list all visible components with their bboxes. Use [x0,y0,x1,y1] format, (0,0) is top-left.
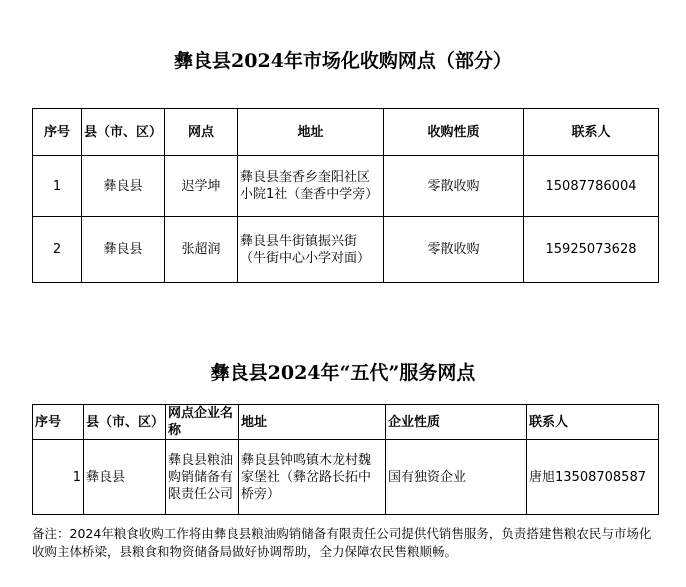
table-cell: 1 [33,440,84,515]
table-cell: 彝良县 [84,440,166,515]
table-cell: 唐旭13508708587 [527,440,659,515]
column-header: 网点 [165,109,238,156]
purchase-points-table [32,108,659,283]
column-header: 联系人 [527,405,659,440]
column-header: 序号 [33,405,84,440]
table-row [33,440,659,515]
table-cell: 彝良县粮油购销储备有限责任公司 [166,440,239,515]
column-header: 网点企业名称 [166,405,239,440]
table-cell: 15925073628 [524,217,659,283]
column-header: 收购性质 [384,109,524,156]
section-title: 彝良县2024年“五代”服务网点 [210,362,476,384]
table-cell: 彝良县奎香乡奎阳社区小院1社（奎香中学旁） [238,156,384,217]
page-title: 彝良县2024年市场化收购网点（部分） [174,50,512,72]
service-points-table [32,404,659,515]
table-cell: 彝良县 [82,217,165,283]
table-cell: 国有独资企业 [386,440,527,515]
table-cell: 彝良县 [82,156,165,217]
column-header: 县（市、区） [82,109,165,156]
table-header-row [33,109,659,156]
column-header: 联系人 [524,109,659,156]
column-header: 企业性质 [386,405,527,440]
table-header-row [33,405,659,440]
column-header: 地址 [239,405,386,440]
table-cell: 2 [33,217,82,283]
footnote: 备注：2024年粮食收购工作将由彝良县粮油购销储备有限责任公司提供代销售服务，负责搭建售粮农民与市场化收购主体桥梁，县粮食和物资储备局做好协调帮助，全力保障农民售粮顺畅。 [32,526,652,559]
table-cell: 彝良县钟鸣镇木龙村魏家堡社（彝岔路长拓中桥旁） [239,440,386,515]
table-cell: 张超润 [165,217,238,283]
table-cell: 迟学坤 [165,156,238,217]
column-header: 序号 [33,109,82,156]
column-header: 地址 [238,109,384,156]
table-cell: 彝良县牛街镇振兴街（牛街中心小学对面） [238,217,384,283]
table-row [33,217,659,283]
table-cell: 1 [33,156,82,217]
table-row [33,156,659,217]
column-header: 县（市、区） [84,405,166,440]
table-cell: 零散收购 [384,156,524,217]
table-cell: 零散收购 [384,217,524,283]
table-cell: 15087786004 [524,156,659,217]
